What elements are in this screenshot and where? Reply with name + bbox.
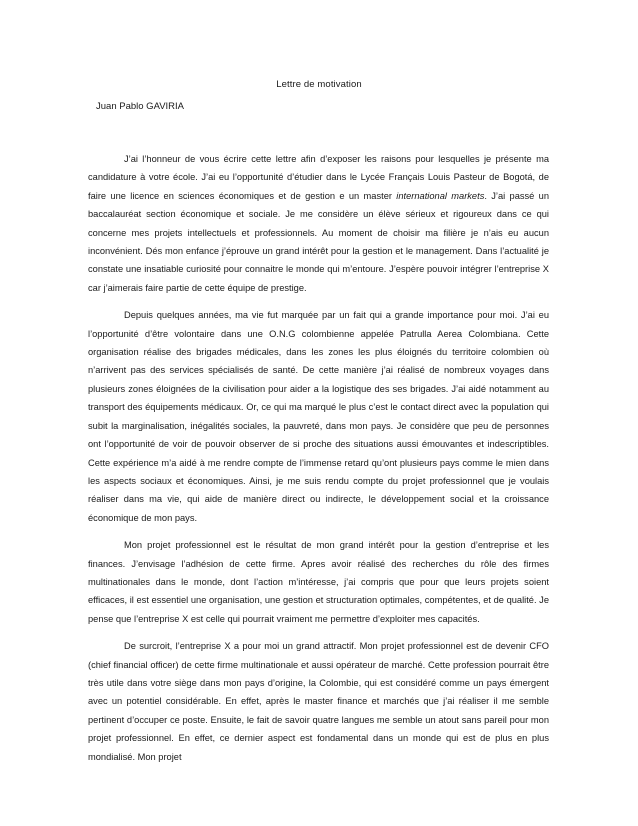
paragraph-text: . J’ai passé un baccalauréat section économique et sociale. Je me considère un élève sérieux et rigoureux dans ce qui concerne mes projets intellectuels et professionnels. Au moment de choisir ma filière je n’ais eu aucun inconvénient. Dés mon enfance j’éprouve un grand intérêt pour la gestion et le management. Dans l’actualité je constate une insatiable curiosité pour connaitre le monde qui m’entoure. J’espère pouvoir intégrer l’entreprise X car j’aimerais faire partie de cette équipe de prestige. <box>88 190 550 293</box>
paragraph <box>88 306 549 527</box>
paragraph-text: J’ai l’honneur de vous écrire cette lettre afin d’exposer les raisons pour lesquelles je présente ma candidature à votre école. J’ai eu l’opportunité d’étudier dans le Lycée Français Louis Pasteur de Bogotá, de faire une licence en sciences économiques et de gestion e un master <box>88 154 549 201</box>
paragraph-text: Depuis quelques années, ma vie fut marquée par un fait qui a grande importance pour moi. J’ai eu l’opportunité d’être volontaire dans une O.N.G colombienne appelée Patrulla Aerea Colombiana. Cette organisation réalise des brigades médicales, dans les zones les plus éloignés du territoire colombien où n’arrivent pas des services spécialisés de santé. De cette manière j’ai réalisé de nombreux voyages dans plusieurs zones éloignées de la civilisation pour aider a la logistique des ses brigades. J’ai aidé notamment au transport des équipements médicaux. Or, ce qui ma marqué le plus c’est le contact direct avec la population qui subit la marginalisation, inégalités sociales, la pauvreté, dans mon pays. Je considère que peu de personnes ont l’opportunité de voir de pouvoir observer de si proche des situations aussi émouvantes et indescriptibles. Cette expérience m’a aidé à me rendre compte de l’immense retard qu’ont plusieurs pays comme le mien dans les aspects sociaux et économiques. Ainsi, je me suis rendu compte du projet professionnel que je voulais réaliser dans ma vie, qui aide de manière direct ou indirecte, le développement social et la croissance économique de mon pays. <box>88 310 549 523</box>
paragraph <box>88 536 549 628</box>
paragraph-text: Mon projet professionnel est le résultat de mon grand intérêt pour la gestion d’entreprise et les finances. J’envisage l’adhésion de cette firme. Apres avoir réalisé des recherches du rôle des firmes multinationales dans le monde, dont l’action m’intéresse, j’ai compris que pour que leurs projets soient efficaces, il est essentiel une organisation, une gestion et structuration optimales, compétentes, et de qualité. Je pense que l’entreprise X est celle qui pourrait vraiment me permettre d’exploiter mes capacités. <box>88 540 549 624</box>
letter-body <box>88 150 549 766</box>
author-name: Juan Pablo GAVIRIA <box>96 101 185 112</box>
paragraph <box>88 637 549 766</box>
paragraph-text-italic: international markets <box>396 190 485 201</box>
paragraph-text: De surcroit, l’entreprise X a pour moi un grand attractif. Mon projet professionnel est de devenir CFO (chief financial officer) de cette firme multinationale et aussi opérateur de marché. Cette profession pourrait être très utile dans votre siège dans mon pays d’origine, la Colombie, qui est considéré comme un pays émergent avec un potentiel considérable. En effet, après le master finance et marchés que j’ai réaliser il me semble pertinent d’occuper ce poste. Ensuite, le fait de savoir quatre langues me semble un atout sans pareil pour mon projet professionnel. En effet, ce dernier aspect est fondamental dans un monde qui est de plus en plus mondialisé. Mon projet <box>88 641 549 762</box>
letter-title: Lettre de motivation <box>276 79 362 90</box>
paragraph <box>88 150 549 297</box>
